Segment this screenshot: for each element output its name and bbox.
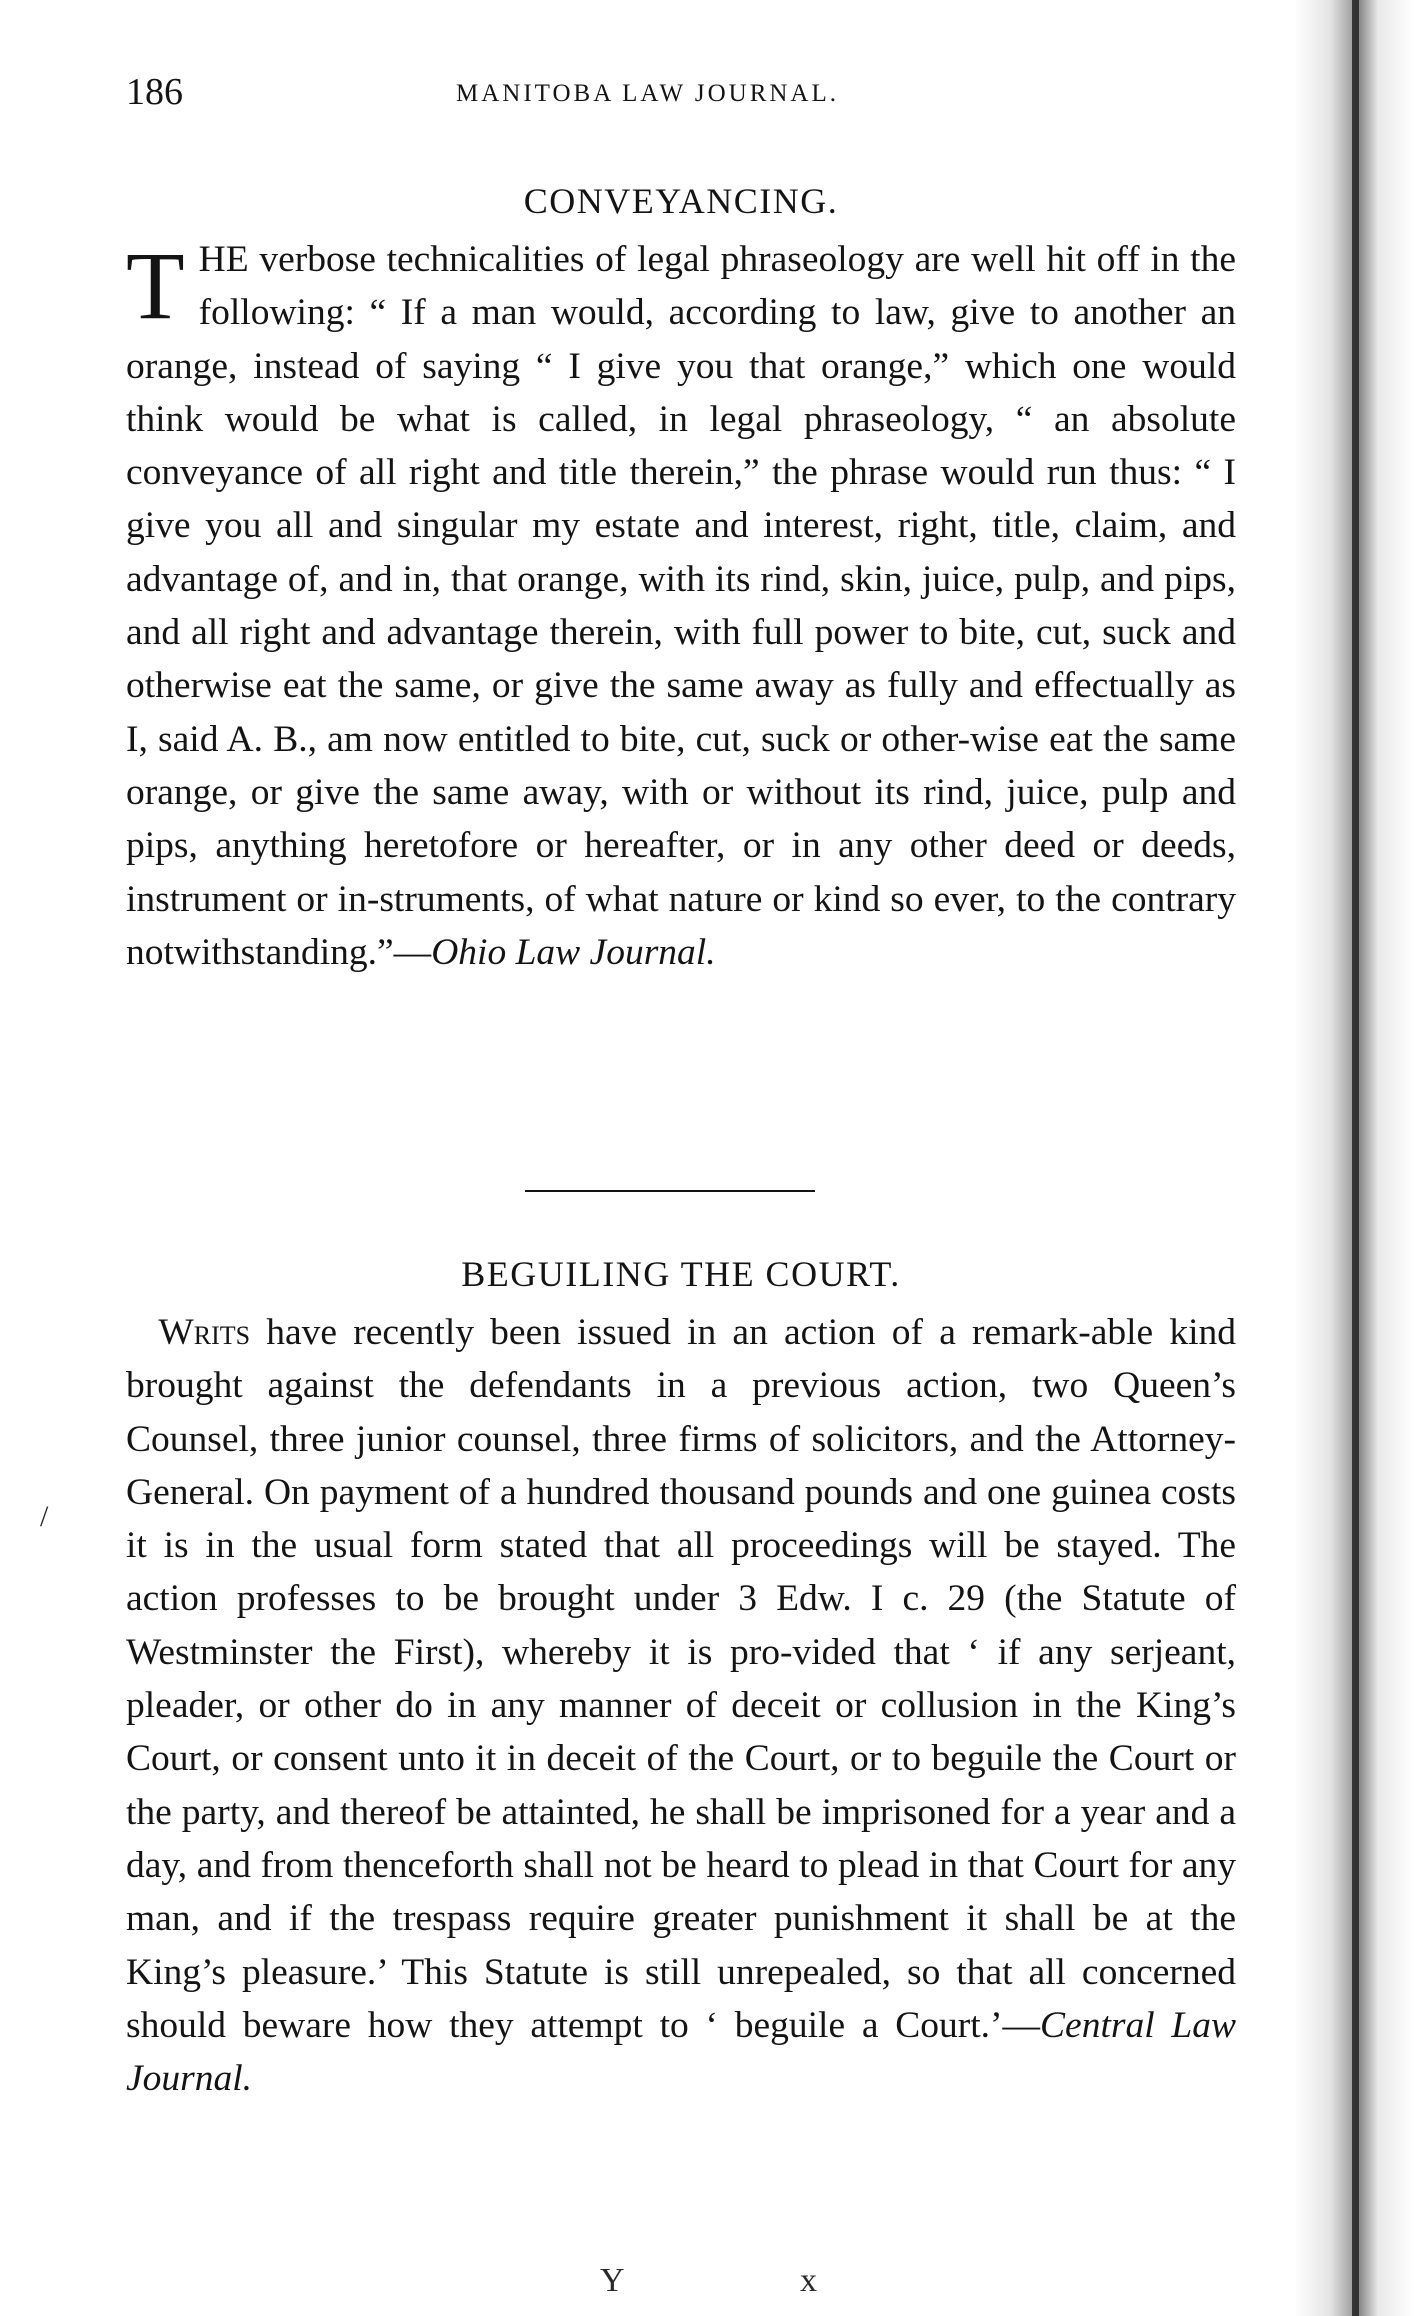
article-heading: CONVEYANCING. bbox=[523, 181, 839, 221]
article-heading: BEGUILING THE COURT. bbox=[461, 1254, 901, 1294]
handwritten-mark: Y bbox=[600, 2262, 625, 2299]
article-body bbox=[126, 1306, 1236, 2105]
page-header bbox=[126, 70, 1226, 130]
article-body bbox=[126, 233, 1236, 979]
article-beguiling-the-court bbox=[126, 1248, 1236, 2105]
binding-shadow-line bbox=[1352, 0, 1359, 2316]
drop-cap: T bbox=[126, 232, 185, 339]
article-source: Ohio Law Journal. bbox=[431, 931, 716, 973]
article-source: Central Law Journal. bbox=[126, 2004, 1236, 2100]
lead-word: Writs bbox=[158, 1312, 251, 1353]
article-body-text: have recently been issued in an action of a remark-able kind brought against the defendants in a previous action, two Queen’s Counsel, three junior counsel, three firms of solicitors, and the Attorney-General. On payment of a hundred thousand pounds and one guinea costs it is in the usual form stated that all proceedings will be stayed. The action professes to be brought under 3 Edw. I c. 29 (the Statute of Westminster the First), whereby it is pro-vided that ‘ if any serjeant, pleader, or other do in any manner of deceit or collusion in the King’s Court, or consent unto it in deceit of the Court, or to beguile the Court or the party, and thereof be attainted, he shall be imprisoned for a year and a day, and from thenceforth shall not be heard to plead in that Court for any man, and if the trespass require greater punishment it shall be at the King’s pleasure.’ This Statute is still unrepealed, so that all concerned should beware how they attempt to ‘ beguile a Court.’— bbox=[126, 1312, 1237, 2046]
article-conveyancing bbox=[126, 175, 1236, 979]
section-divider bbox=[525, 1190, 815, 1192]
page-number: 186 bbox=[126, 71, 183, 113]
binding-edge bbox=[1294, 0, 1414, 2316]
article-body-text: HE verbose technicalities of legal phraseology are well hit off in the following: “ If a man would, according to law, give to another an orange, instead of saying “ I give you that orange,” which one would think would be what is called, in legal phraseology, “ an absolute conveyance of all right and title therein,” the phrase would run thus: “ I give you all and singular my estate and interest, right, title, claim, and advantage of, and in, that orange, with its rind, skin, juice, pulp, and pips, and all right and advantage therein, with full power to bite, cut, suck and otherwise eat the same, or give the same away as fully and effectually as I, said A. B., am now entitled to bite, cut, suck or other-wise eat the same orange, or give the same away, with or without its rind, juice, pulp and pips, anything heretofore or hereafter, or in any other deed or deeds, instrument or in-struments, of what nature or kind so ever, to the contrary notwithstanding.”— bbox=[126, 239, 1236, 973]
running-head: MANITOBA LAW JOURNAL. bbox=[456, 80, 839, 107]
handwritten-mark: x bbox=[800, 2262, 817, 2299]
margin-mark: / bbox=[40, 1500, 49, 1533]
